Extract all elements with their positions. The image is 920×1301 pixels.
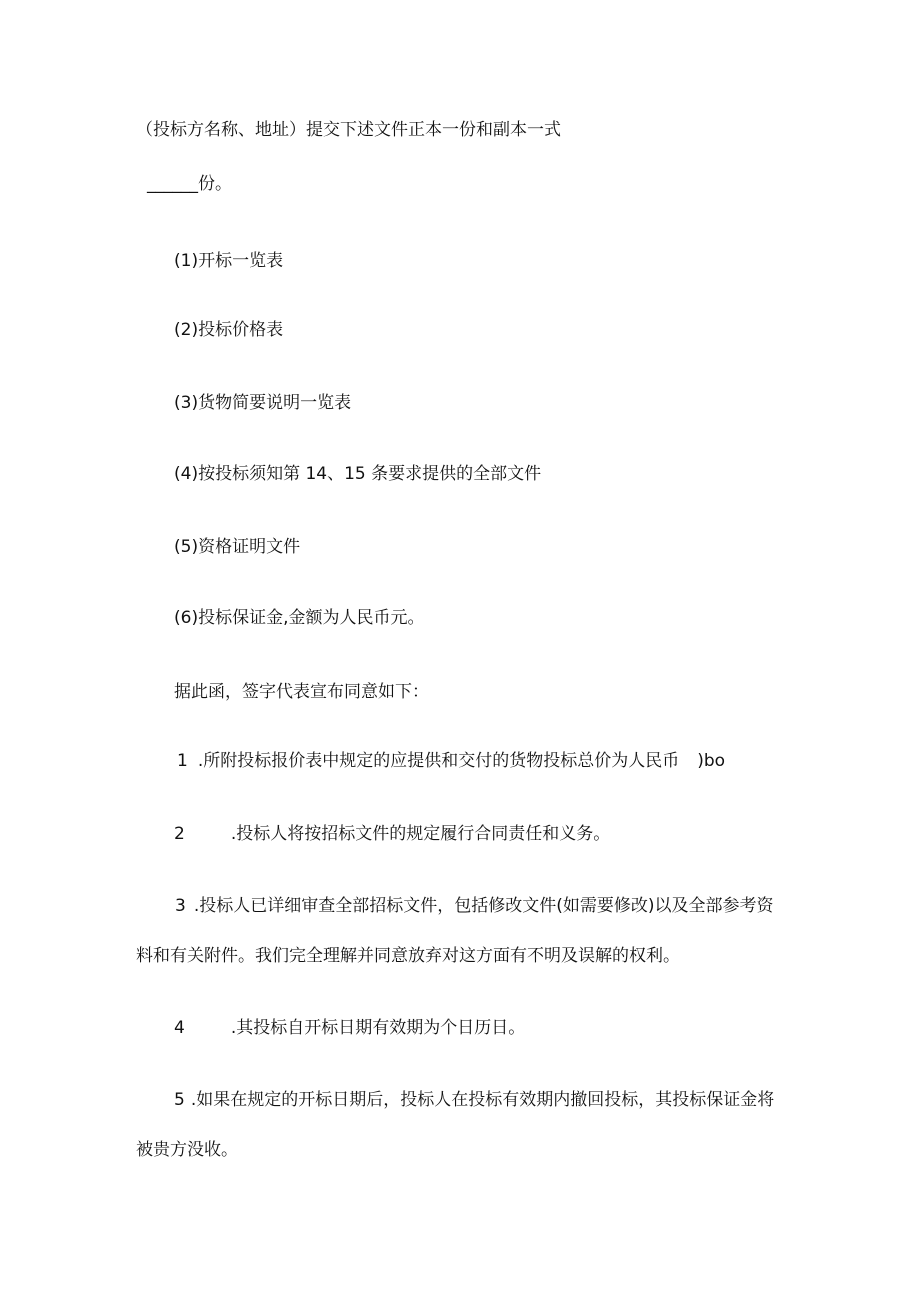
clause-3 (175, 894, 774, 918)
clause-text: .投标人已详细审查全部招标文件，包括修改文件(如需要修改)以及全部参考资 (193, 896, 774, 916)
clause-text: .投标人将按招标文件的规定履行合同责任和义务。 (230, 824, 611, 844)
clause-number: 3 (175, 896, 186, 916)
clause-number: 1 (177, 751, 188, 771)
clause-text: .如果在规定的开标日期后，投标人在投标有效期内撤回投标，其投标保证金将 (190, 1090, 775, 1110)
clause-5 (174, 1088, 774, 1112)
clause-5-continuation: 被贵方没收。 (136, 1140, 238, 1160)
clause-text: .所附投标报价表中规定的应提供和交付的货物投标总价为人民币 (197, 751, 680, 771)
list-item: (5)资格证明文件 (174, 537, 301, 557)
list-item: (2)投标价格表 (174, 320, 284, 340)
list-item: (3)货物简要说明一览表 (174, 393, 352, 413)
clause-tail: )bo (697, 751, 726, 771)
clause-text: .其投标自开标日期有效期为个日历日。 (230, 1018, 526, 1038)
intro-line-2 (147, 172, 232, 196)
clause-number: 4 (174, 1018, 185, 1038)
copies-blank: ______ (147, 174, 198, 194)
clause-1 (177, 749, 725, 773)
list-item: (4)按投标须知第 14、15 条要求提供的全部文件 (174, 464, 542, 484)
clause-number: 2 (174, 824, 185, 844)
clause-number: 5 (174, 1090, 185, 1110)
list-item: (1)开标一览表 (174, 251, 284, 271)
clause-4 (174, 1016, 525, 1040)
intro-line-1: （投标方名称、地址）提交下述文件正本一份和副本一式 (136, 120, 561, 140)
list-item: (6)投标保证金,金额为人民币元。 (174, 608, 425, 628)
declaration-text: 据此函，签字代表宣布同意如下： (174, 682, 429, 702)
clause-3-continuation: 料和有关附件。我们完全理解并同意放弃对这方面有不明及误解的权利。 (136, 946, 680, 966)
clause-2 (174, 822, 610, 846)
copies-suffix: 份。 (198, 174, 232, 194)
